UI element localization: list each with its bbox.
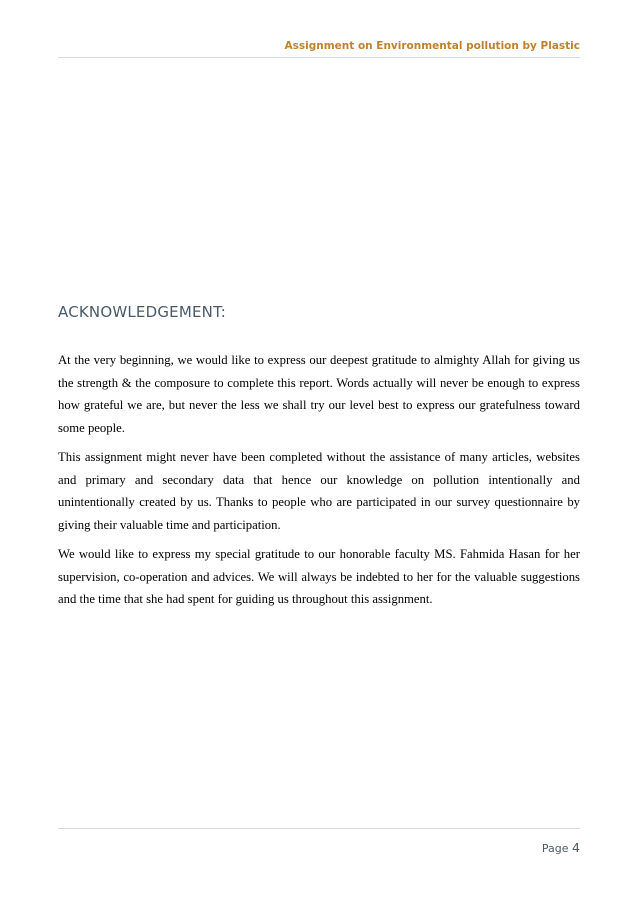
paragraph-gratitude: At the very beginning, we would like to express our deepest gratitude to almighty Allah for giving us the strength & the composure to complete this report. Words actually will never be enough to express how grateful we are, but never the less we shall try our level best to express our gratefulness toward some people.	[58, 353, 580, 435]
paragraph-faculty: We would like to express my special gratitude to our honorable faculty MS. Fahmida Hasan for her supervision, co-operation and advices. We will always be indebted to her for the valuable suggestions and the time that she had spent for guiding us throughout this assignment.	[58, 547, 580, 606]
footer-divider	[58, 828, 580, 829]
paragraph-assistance: This assignment might never have been completed without the assistance of many articles, websites and primary and secondary data that hence our knowledge on pollution intentionally and unintentionally created by us. Thanks to people who are participated in our survey questionnaire by giving their valuable time and participation.	[58, 450, 580, 532]
page-number	[542, 840, 580, 855]
page-label: Page	[541, 842, 569, 855]
page-number-value: 4	[572, 840, 580, 855]
header-divider	[58, 57, 580, 58]
section-heading: ACKNOWLEDGEMENT:	[58, 303, 227, 321]
header-title: Assignment on Environmental pollution by Plastic	[284, 40, 580, 52]
body-text	[58, 349, 580, 618]
